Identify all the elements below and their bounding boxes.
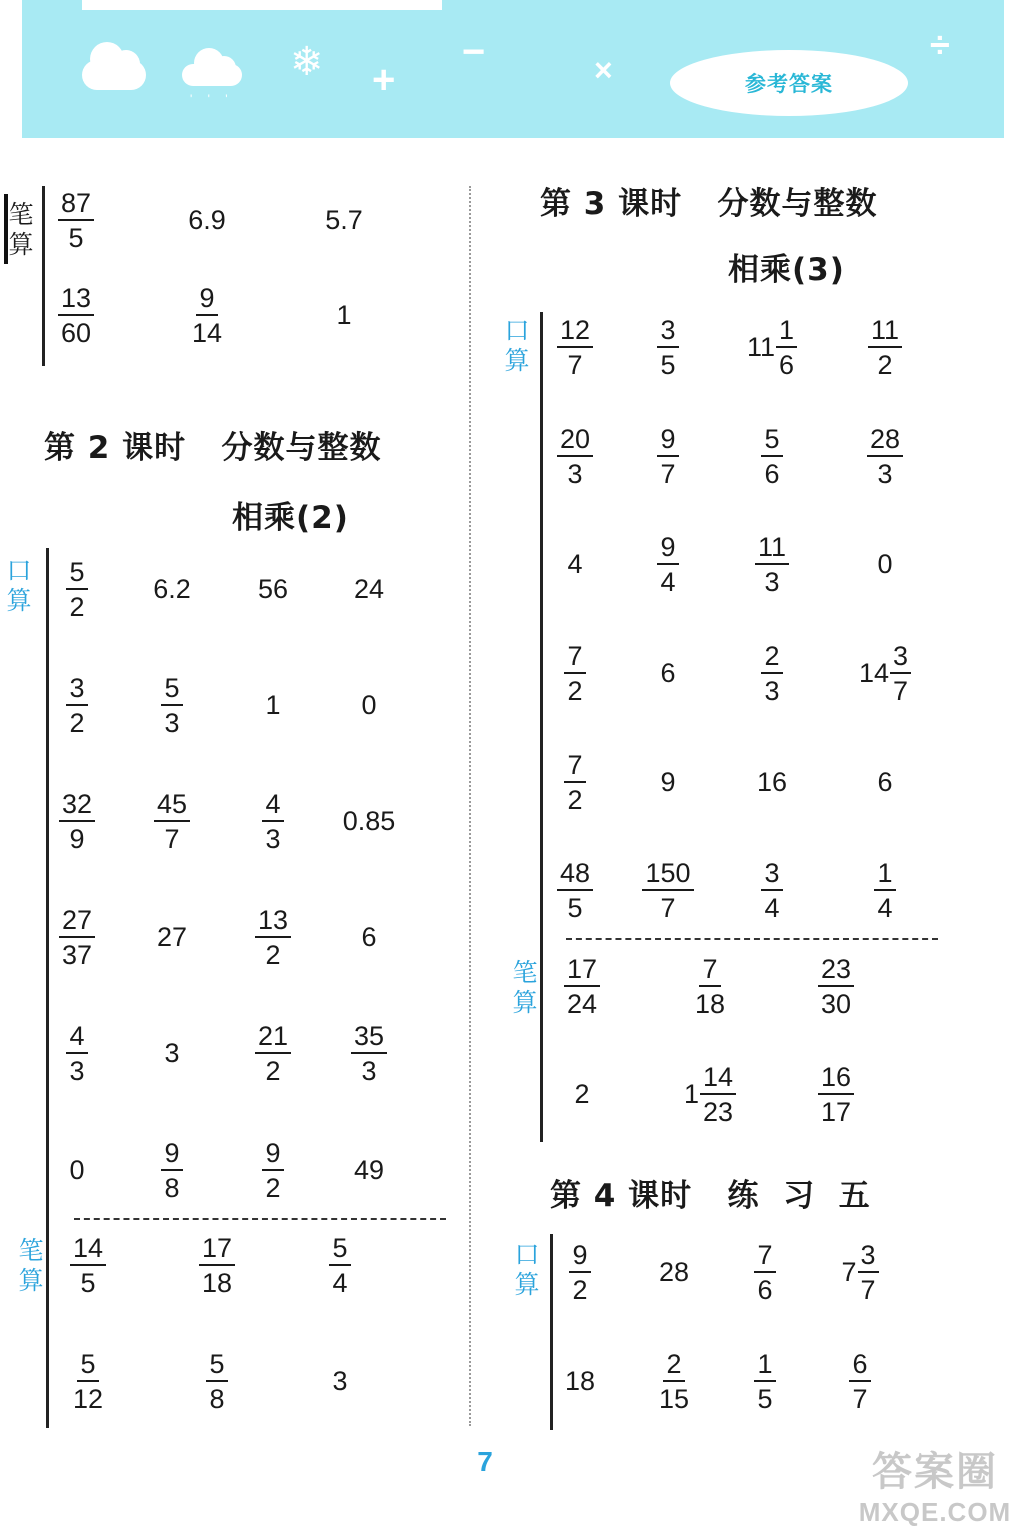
answer-cell xyxy=(172,1220,262,1310)
answer-cell xyxy=(840,411,930,501)
answer-cell xyxy=(720,1227,810,1317)
answer-cell xyxy=(530,411,620,501)
fraction: $\frac{9}{2}$ xyxy=(569,1240,590,1305)
answer-cell xyxy=(727,411,817,501)
fraction: $\frac{1}{5}$ xyxy=(754,1349,775,1414)
label-char: 算 xyxy=(8,230,34,259)
answer-cell: 24 xyxy=(353,573,385,604)
fraction: $\frac{5}{4}$ xyxy=(329,1233,350,1298)
answer-cell xyxy=(228,776,318,866)
answer-cell xyxy=(720,1336,810,1426)
answer-cell xyxy=(623,302,713,392)
written-label xyxy=(16,1236,46,1296)
answer-cell xyxy=(32,776,122,866)
column-divider xyxy=(469,186,471,1426)
fraction: $\frac{9}{8}$ xyxy=(161,1138,182,1203)
answer-cell: 0.85 xyxy=(342,805,396,836)
fraction: $\frac{9}{14}$ xyxy=(191,282,223,348)
label-char: 算 xyxy=(512,988,538,1017)
answer-cell xyxy=(43,1220,133,1310)
answer-cell xyxy=(815,1336,905,1426)
lesson3-title: 第 3 课时 分数与整数 xyxy=(540,186,878,222)
answer-cell xyxy=(43,1336,133,1426)
fraction: $\frac{3}{5}$ xyxy=(657,315,678,380)
lesson3-subtitle: 相乘(3) xyxy=(728,252,845,288)
answer-cell xyxy=(791,1049,881,1139)
fraction: $\frac{17}{24}$ xyxy=(564,954,600,1019)
fraction: $\frac{23}{30}$ xyxy=(818,954,854,1019)
answer-cell: 0 xyxy=(69,1154,85,1185)
answer-cell: 6 xyxy=(660,657,676,688)
watermark-title: 答案圈 xyxy=(872,1449,998,1495)
label-char: 笔 xyxy=(512,958,538,987)
snowflake-icon: ❄ xyxy=(290,40,324,84)
answer-cell xyxy=(31,175,121,265)
answer-cell xyxy=(791,941,881,1031)
fraction: $\frac{13}{60}$ xyxy=(58,283,94,348)
answer-cell xyxy=(32,544,122,634)
answer-cell: 6.9 xyxy=(188,204,226,235)
answer-cell: 1 xyxy=(265,689,281,720)
fraction: $\frac{87}{5}$ xyxy=(58,188,94,253)
page-number: 7 xyxy=(477,1446,493,1477)
fraction: $\frac{9}{7}$ xyxy=(657,424,678,489)
answer-cell xyxy=(32,892,122,982)
answer-cell: 4 xyxy=(567,548,583,579)
label-char: 算 xyxy=(6,586,32,615)
answer-cell xyxy=(162,270,252,360)
answer-cell xyxy=(324,1008,414,1098)
written-label xyxy=(510,958,540,1018)
answer-cell xyxy=(530,628,620,718)
fraction: $\frac{6}{7}$ xyxy=(849,1349,870,1414)
fraction: $\frac{27}{37}$ xyxy=(59,905,95,970)
fraction: $\frac{21}{2}$ xyxy=(255,1021,291,1086)
answer-cell: 6 xyxy=(361,921,377,952)
answer-cell: 3 xyxy=(332,1365,348,1396)
label-char: 笔 xyxy=(18,1236,44,1265)
answer-cell: 1 xyxy=(336,299,352,330)
cloud-icon xyxy=(82,60,146,90)
answer-cell: 6 xyxy=(877,766,893,797)
fraction: $\frac{7}{2}$ xyxy=(564,641,585,706)
fraction: $\frac{2}{3}$ xyxy=(761,641,782,706)
answer-cell xyxy=(295,1220,385,1310)
fraction: $\frac{28}{3}$ xyxy=(867,424,903,489)
banner-tab xyxy=(82,0,442,10)
fraction: $\frac{14}{5}$ xyxy=(70,1233,106,1298)
answer-cell: 9 xyxy=(660,766,676,797)
divide-icon: ÷ xyxy=(930,24,950,65)
fraction: $\frac{3}{2}$ xyxy=(66,673,87,738)
answer-cell xyxy=(840,302,930,392)
answer-cell xyxy=(840,845,930,935)
answer-cell: 49 xyxy=(353,1154,385,1185)
answer-cell xyxy=(623,845,713,935)
minus-icon: − xyxy=(462,30,486,74)
answer-cell: 3 xyxy=(164,1037,180,1068)
fraction: $\frac{1}{4}$ xyxy=(874,858,895,923)
answer-cell xyxy=(727,845,817,935)
fraction: $\frac{4}{3}$ xyxy=(262,789,283,854)
label-char: 口 xyxy=(504,316,530,345)
label-char: 笔 xyxy=(8,200,34,229)
fraction: $\frac{7}{18}$ xyxy=(694,953,726,1019)
fraction: $\frac{9}{2}$ xyxy=(262,1138,283,1203)
label-char: 算 xyxy=(504,346,530,375)
answer-cell xyxy=(127,776,217,866)
answer-cell xyxy=(530,737,620,827)
rain-cloud-icon xyxy=(182,64,242,86)
lesson2-subtitle: 相乘(2) xyxy=(232,500,349,536)
fraction: $\frac{32}{9}$ xyxy=(59,789,95,854)
answer-cell xyxy=(537,941,627,1031)
fraction: $\frac{5}{2}$ xyxy=(66,557,87,622)
watermark-logo xyxy=(844,1440,1026,1530)
answer-cell: 7 $\frac{3}{7}$ xyxy=(815,1227,905,1317)
fraction: $\frac{7}{6}$ xyxy=(754,1240,775,1305)
answer-cell xyxy=(228,1125,318,1215)
fraction: $\frac{3}{7}$ xyxy=(858,1240,879,1305)
fraction: $\frac{3}{7}$ xyxy=(890,641,911,706)
answer-cell xyxy=(623,519,713,609)
answer-cell xyxy=(727,628,817,718)
answer-cell xyxy=(32,660,122,750)
fraction: $\frac{16}{17}$ xyxy=(818,1062,854,1127)
label-char: 口 xyxy=(6,556,32,585)
fraction: $\frac{4}{3}$ xyxy=(66,1021,87,1086)
answer-cell xyxy=(535,1227,625,1317)
fraction: $\frac{150}{7}$ xyxy=(642,858,693,923)
answer-cell xyxy=(228,1008,318,1098)
fraction: $\frac{9}{4}$ xyxy=(657,532,678,597)
answer-cell xyxy=(530,302,620,392)
answer-cell xyxy=(623,411,713,501)
fraction: $\frac{13}{2}$ xyxy=(255,905,291,970)
fraction: $\frac{14}{23}$ xyxy=(700,1062,736,1127)
answer-cell: 14 $\frac{3}{7}$ xyxy=(840,628,930,718)
answer-cell xyxy=(127,660,217,750)
fraction: $\frac{5}{8}$ xyxy=(206,1349,227,1414)
answer-cell: 0 xyxy=(361,689,377,720)
answer-cell: 11 $\frac{1}{6}$ xyxy=(727,302,817,392)
answer-cell: 28 xyxy=(658,1256,690,1287)
fraction: $\frac{11}{3}$ xyxy=(755,532,789,597)
label-char: 算 xyxy=(514,1270,540,1299)
answer-cell: 27 xyxy=(156,921,188,952)
fraction: $\frac{5}{6}$ xyxy=(761,424,782,489)
plus-icon: + xyxy=(372,58,396,102)
answer-cell: 1 $\frac{14}{23}$ xyxy=(665,1049,755,1139)
answer-cell xyxy=(172,1336,262,1426)
lesson2-title: 第 2 课时 分数与整数 xyxy=(44,430,382,466)
raindrops-icon: ' ' ' xyxy=(190,92,234,106)
fraction: $\frac{45}{7}$ xyxy=(154,789,190,854)
answer-cell xyxy=(228,892,318,982)
fraction: $\frac{12}{7}$ xyxy=(557,315,593,380)
answer-cell xyxy=(727,519,817,609)
answer-cell xyxy=(629,1336,719,1426)
dashed-separator xyxy=(566,938,938,940)
label-char: 口 xyxy=(514,1240,540,1269)
answer-cell: 0 xyxy=(877,548,893,579)
fraction: $\frac{20}{3}$ xyxy=(557,424,593,489)
lesson4-title: 第 4 课时 练 习 五 xyxy=(550,1178,871,1214)
answer-cell xyxy=(31,270,121,360)
answer-key-badge: 参考答案 xyxy=(670,50,908,116)
fraction: $\frac{17}{18}$ xyxy=(199,1233,235,1298)
fraction: $\frac{5}{12}$ xyxy=(72,1348,104,1414)
answer-cell xyxy=(32,1008,122,1098)
fraction: $\frac{1}{6}$ xyxy=(776,315,797,380)
watermark-url: MXQE.COM xyxy=(858,1497,1012,1527)
answer-cell xyxy=(665,941,755,1031)
fraction: $\frac{3}{4}$ xyxy=(761,858,782,923)
answer-cell: 2 xyxy=(574,1078,590,1109)
times-icon: × xyxy=(594,52,613,88)
answer-cell: 6.2 xyxy=(153,573,191,604)
answer-cell: 18 xyxy=(564,1365,596,1396)
fraction: $\frac{11}{2}$ xyxy=(868,315,902,380)
fraction: $\frac{7}{2}$ xyxy=(564,750,585,815)
fraction: $\frac{35}{3}$ xyxy=(351,1021,387,1086)
answer-cell xyxy=(530,845,620,935)
answer-cell: 5.7 xyxy=(325,204,363,235)
header-banner xyxy=(22,0,1004,138)
oral-label xyxy=(502,316,532,376)
answer-cell xyxy=(127,1125,217,1215)
answer-cell: 56 xyxy=(257,573,289,604)
fraction: $\frac{2}{15}$ xyxy=(658,1348,690,1414)
fraction: $\frac{5}{3}$ xyxy=(161,673,182,738)
fraction: $\frac{48}{5}$ xyxy=(557,858,593,923)
answer-cell: 16 xyxy=(756,766,788,797)
oral-label xyxy=(4,556,34,616)
label-char: 算 xyxy=(18,1266,44,1295)
